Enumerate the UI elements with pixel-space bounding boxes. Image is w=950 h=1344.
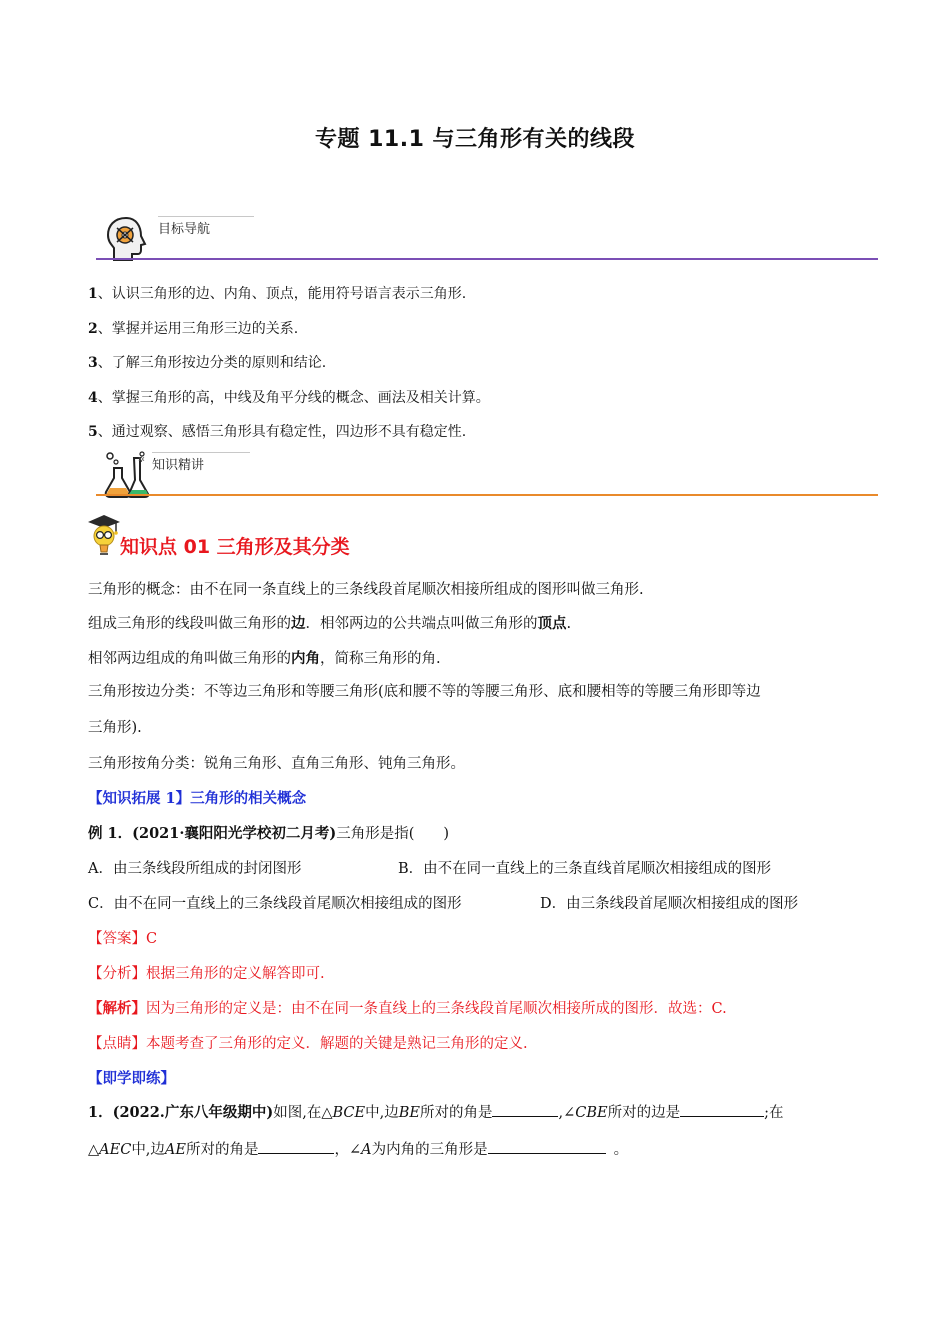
practice-question-line1: 1．(2022.广东八年级期中)如图,在△BCE中,边BE所对的角是 ,∠CBE所对的边是 ;在 bbox=[88, 1104, 784, 1121]
sparkle-icon: ✲ bbox=[138, 452, 145, 465]
goal-item: 1、认识三角形的边、内角、顶点，能用符号语言表示三角形. bbox=[88, 286, 467, 302]
option-b: B．由不在同一直线上的三条直线首尾顺次相接组成的图形 bbox=[398, 861, 772, 877]
comment-line: 【点睛】本题考查了三角形的定义．解题的关键是熟记三角形的定义. bbox=[88, 1036, 528, 1052]
goal-section-label: 目标导航 bbox=[158, 222, 211, 237]
knowledge-section-label: 知识精讲 bbox=[152, 458, 205, 473]
knowledge-label-underline bbox=[152, 452, 250, 453]
analysis-line: 【分析】根据三角形的定义解答即可. bbox=[88, 966, 325, 982]
answer-blank[interactable] bbox=[258, 1139, 334, 1154]
answer-blank[interactable] bbox=[680, 1102, 764, 1117]
answer-blank[interactable] bbox=[492, 1102, 558, 1117]
option-a: A．由三条线段所组成的封闭图形 bbox=[88, 861, 302, 877]
practice-heading: 【即学即练】 bbox=[88, 1070, 175, 1087]
goal-label-underline bbox=[158, 216, 254, 217]
paragraph: 相邻两边组成的角叫做三角形的内角，简称三角形的角. bbox=[88, 650, 441, 667]
goal-section-header bbox=[96, 214, 878, 270]
answer-blank[interactable] bbox=[488, 1139, 606, 1154]
paragraph: 三角形). bbox=[88, 720, 142, 736]
knowledge-section-rule bbox=[96, 494, 878, 496]
paragraph: 三角形按角分类：锐角三角形、直角三角形、钝角三角形。 bbox=[88, 756, 465, 772]
paragraph: 三角形按边分类：不等边三角形和等腰三角形(底和腰不等的等腰三角形、底和腰相等的等腰三角形即等边 bbox=[88, 684, 761, 700]
knowledge-point-title: 知识点 01 三角形及其分类 bbox=[120, 536, 350, 558]
answer-line: 【答案】C bbox=[88, 931, 158, 947]
knowledge-section-header bbox=[96, 450, 878, 506]
option-d: D．由三条线段首尾顺次相接组成的图形 bbox=[540, 896, 799, 912]
paragraph: 组成三角形的线段叫做三角形的边．相邻两边的公共端点叫做三角形的顶点. bbox=[88, 615, 572, 632]
goal-item: 4、掌握三角形的高，中线及角平分线的概念、画法及相关计算。 bbox=[88, 389, 490, 406]
solution-line: 【解析】因为三角形的定义是：由不在同一条直线上的三条线段首尾顺次相接所成的图形．故选：C. bbox=[88, 1000, 727, 1017]
goal-item: 3、了解三角形按边分类的原则和结论. bbox=[88, 355, 327, 371]
graduate-bulb-icon bbox=[86, 512, 124, 558]
paragraph: 三角形的概念：由不在同一条直线上的三条线段首尾顺次相接所组成的图形叫做三角形. bbox=[88, 582, 644, 598]
goal-list bbox=[88, 277, 878, 450]
page-title: 专题 11.1 与三角形有关的线段 bbox=[314, 127, 636, 152]
example-question: 例 1．(2021·襄阳阳光学校初二月考)三角形是指( ) bbox=[88, 825, 450, 842]
head-gear-icon bbox=[102, 214, 150, 264]
goal-item: 5、通过观察、感悟三角形具有稳定性，四边形不具有稳定性. bbox=[88, 424, 467, 440]
knowledge-point-heading bbox=[86, 512, 586, 558]
goal-item: 2、掌握并运用三角形三边的关系. bbox=[88, 320, 299, 337]
extension-heading: 【知识拓展 1】三角形的相关概念 bbox=[88, 790, 307, 807]
goal-section-rule bbox=[96, 258, 878, 260]
option-c: C．由不在同一直线上的三条线段首尾顺次相接组成的图形 bbox=[88, 896, 462, 912]
practice-question-line2: △AEC中,边AE所对的角是 ，∠A为内角的三角形是 。 bbox=[88, 1138, 868, 1159]
